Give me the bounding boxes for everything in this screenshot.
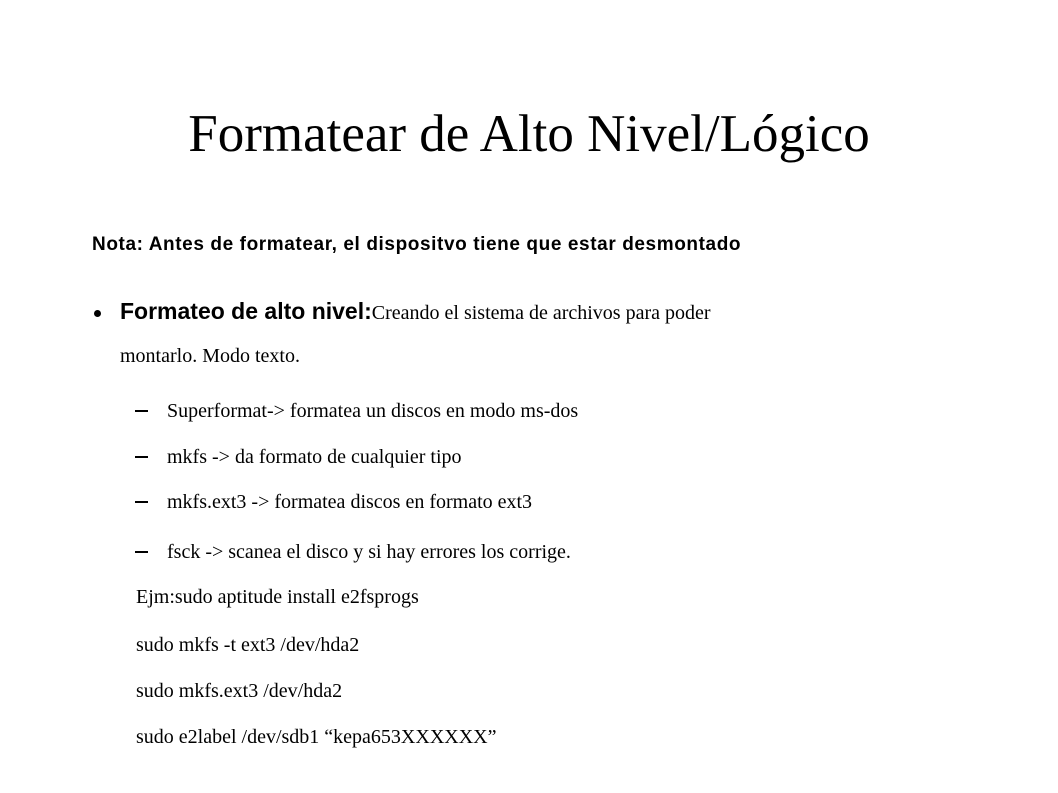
dash-icon (135, 551, 148, 553)
sub-list-item-text: mkfs -> da formato de cualquier tipo (167, 446, 462, 468)
sub-list-item-text: fsck -> scanea el disco y si hay errores los corrige. (167, 541, 571, 563)
bullet-body-line-1: Creando el sistema de archivos para poder (371, 302, 711, 324)
example-line: sudo mkfs -t ext3 /dev/hda2 (136, 634, 360, 656)
note-text: Nota: Antes de formatear, el dispositvo tiene que estar desmontado (92, 234, 742, 255)
example-line: sudo e2label /dev/sdb1 “kepa653XXXXXX” (136, 726, 497, 748)
slide-title: Formatear de Alto Nivel/Lógico (188, 105, 870, 163)
example-line: sudo mkfs.ext3 /dev/hda2 (136, 680, 343, 702)
sub-list-item (0, 538, 1058, 566)
sub-list-item (0, 488, 1058, 516)
dash-icon (135, 456, 148, 458)
example-line: Ejm:sudo aptitude install e2fsprogs (136, 586, 419, 608)
bullet-dot-icon (94, 310, 101, 317)
sub-list-item (0, 443, 1058, 471)
sub-list-item (0, 397, 1058, 425)
bullet-line-1 (120, 296, 711, 330)
dash-icon (135, 501, 148, 503)
sub-list-item-text: Superformat-> formatea un discos en modo ms-dos (167, 400, 579, 422)
bullet-body-line-2: montarlo. Modo texto. (120, 345, 300, 367)
sub-list-item-text: mkfs.ext3 -> formatea discos en formato ext3 (167, 491, 533, 513)
bullet-heading: Formateo de alto nivel: (120, 298, 372, 324)
dash-icon (135, 410, 148, 412)
